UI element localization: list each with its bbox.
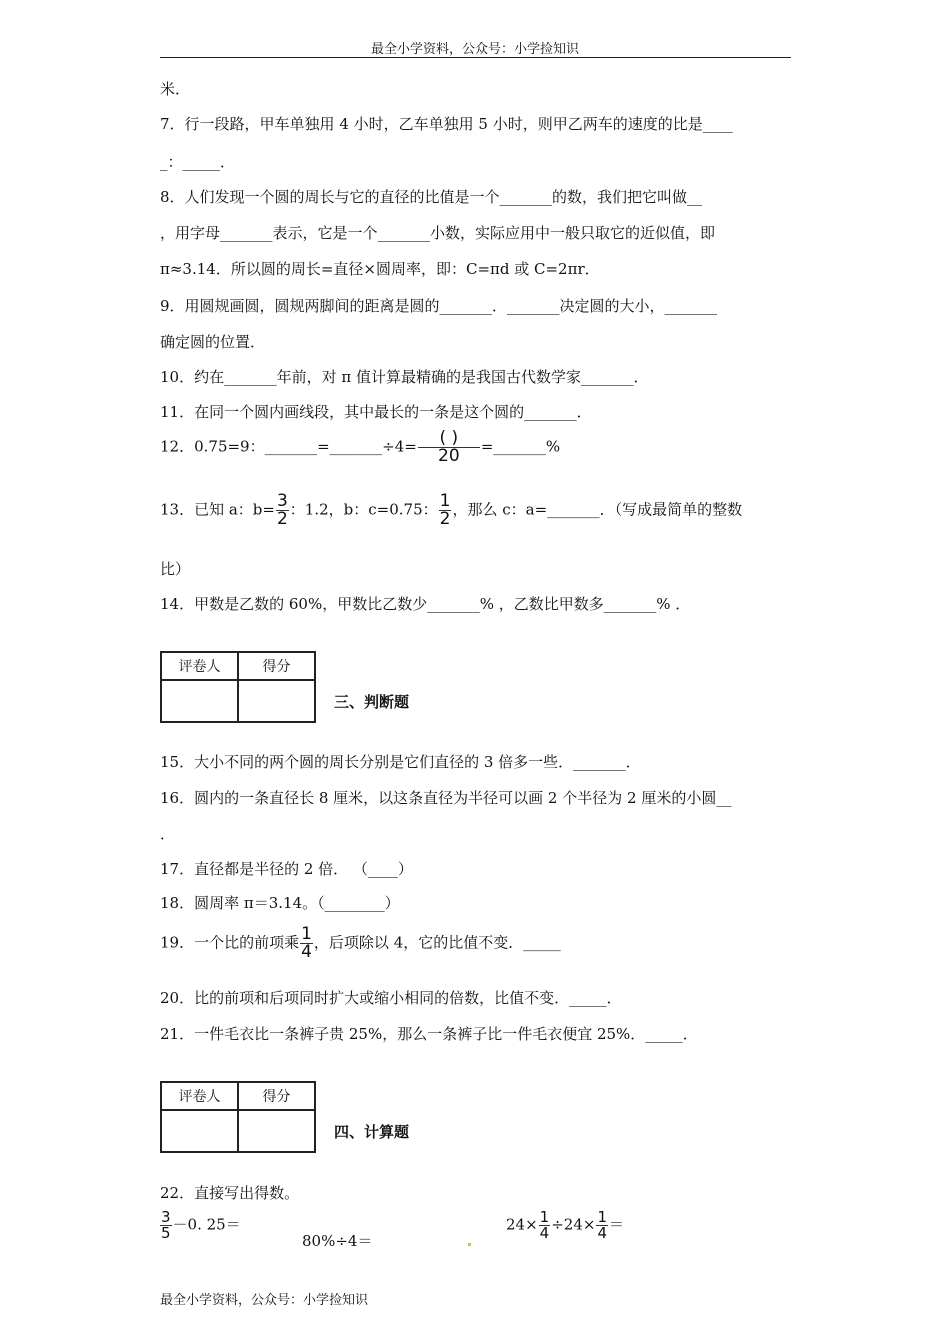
question-22: 22．直接写出得数。 (160, 1184, 300, 1202)
score-header: 得分 (238, 652, 315, 680)
question-10: 10．约在_______年前，对 π 值计算最精确的是我国古代数学家_______． (160, 368, 649, 386)
score-table-section-3 (160, 651, 316, 723)
question-13-middle: ：1.2，b：c=0.75： (289, 500, 438, 519)
calc-3-part-1: 24× (506, 1215, 538, 1234)
decorative-dot (468, 1243, 471, 1246)
grader-cell (161, 680, 238, 722)
score-cell (238, 680, 315, 722)
question-13-line-2: 比） (160, 560, 191, 578)
fraction-denominator: 2 (276, 509, 288, 529)
question-15: 15．大小不同的两个圆的周长分别是它们直径的 3 倍多一些．_______． (160, 753, 641, 771)
question-13-text: 13．已知 a：b= (160, 500, 275, 519)
question-13-tail: ，那么 c：a=_______．（写成最简单的整数 (452, 500, 743, 519)
question-8-line-2: ，用字母_______表示，它是一个_______小数，实际应用中一般只取它的近似值，即 (160, 224, 716, 242)
header-rule (160, 57, 791, 58)
question-13 (160, 493, 742, 528)
section-title-judgment: 三、判断题 (334, 693, 410, 711)
calc-3-part-2: ÷24× (551, 1215, 596, 1234)
question-21: 21．一件毛衣比一条裤子贵 25%，那么一条裤子比一件毛衣便宜 25%．_____． (160, 1025, 698, 1043)
fraction-numerator: 1 (301, 924, 312, 944)
fraction-denominator: 4 (539, 1224, 550, 1242)
calc-item-2: 80%÷4＝ (302, 1232, 373, 1250)
fraction-denominator: 2 (439, 509, 451, 529)
question-14: 14．甲数是乙数的 60%，甲数比乙数少_______% ，乙数比甲数多_______% ． (160, 595, 691, 613)
fraction-numerator: 1 (439, 491, 451, 511)
question-19 (160, 926, 561, 961)
question-11: 11．在同一个圆内画线段，其中最长的一条是这个圆的_______． (160, 403, 592, 421)
fraction-numerator: ( ) (439, 428, 459, 448)
question-9-line-1: 9．用圆规画圆，圆规两脚间的距离是圆的_______．_______决定圆的大小，_______ (160, 297, 718, 315)
page-footer: 最全小学资料，公众号：小学捡知识 (160, 1293, 369, 1308)
question-8-line-1: 8．人们发现一个圆的周长与它的直径的比值是一个_______的数，我们把它叫做__ (160, 188, 703, 206)
question-7-line-1: 7．行一段路，甲车单独用 4 小时，乙车单独用 5 小时，则甲乙两车的速度的比是____ (160, 115, 733, 133)
question-16-line-1: 16．圆内的一条直径长 8 厘米，以这条直径为半径可以画 2 个半径为 2 厘米的小圆__ (160, 789, 732, 807)
fraction-numerator: 3 (161, 1208, 171, 1226)
question-19-tail: ，后项除以 4，它的比值不变．_____ (313, 933, 561, 952)
calc-item-3 (506, 1210, 624, 1241)
question-13-fraction-2 (439, 493, 452, 528)
question-12-fraction (418, 430, 480, 465)
calc-3-fraction-1 (539, 1210, 551, 1241)
question-12-text: 12．0.75=9：_______=_______÷4= (160, 437, 417, 456)
grader-header: 评卷人 (161, 1082, 238, 1110)
score-cell (238, 1110, 315, 1152)
question-9-line-2: 确定圆的位置． (160, 333, 266, 351)
question-13-fraction-1 (276, 493, 289, 528)
question-19-fraction (300, 926, 313, 961)
question-17: 17．直径都是半径的 2 倍． （____） (160, 860, 413, 878)
calc-item-1 (160, 1210, 241, 1241)
question-8-line-3: π≈3.14．所以圆的周长=直径×圆周率，即：C=πd 或 C=2πr． (160, 260, 600, 278)
score-table-section-4 (160, 1081, 316, 1153)
fraction-denominator: 4 (301, 942, 312, 962)
question-16-line-2: ． (160, 825, 176, 843)
question-12 (160, 430, 560, 465)
question-20: 20．比的前项和后项同时扩大或缩小相同的倍数，比值不变．_____． (160, 989, 622, 1007)
question-19-text: 19．一个比的前项乘 (160, 933, 300, 952)
calc-1-expression: －0. 25＝ (172, 1215, 241, 1234)
fraction-numerator: 1 (597, 1208, 607, 1226)
calc-3-fraction-2 (596, 1210, 608, 1241)
score-header: 得分 (238, 1082, 315, 1110)
page-header: 最全小学资料，公众号：小学捡知识 (370, 42, 579, 57)
calc-1-fraction (160, 1210, 172, 1241)
line-continuation: 米． (160, 80, 191, 98)
question-12-tail: =_______% (480, 437, 561, 456)
section-title-calculation: 四、计算题 (334, 1123, 410, 1141)
question-18: 18．圆周率 π＝3.14。（________） (160, 894, 400, 912)
fraction-denominator: 4 (597, 1224, 607, 1242)
grader-header: 评卷人 (161, 652, 238, 680)
fraction-denominator: 5 (161, 1224, 171, 1242)
fraction-numerator: 1 (539, 1208, 550, 1226)
grader-cell (161, 1110, 238, 1152)
calc-3-part-3: ＝ (608, 1215, 624, 1234)
question-7-line-2: _：_____． (160, 153, 236, 171)
fraction-numerator: 3 (276, 491, 288, 511)
fraction-denominator: 20 (418, 447, 480, 465)
